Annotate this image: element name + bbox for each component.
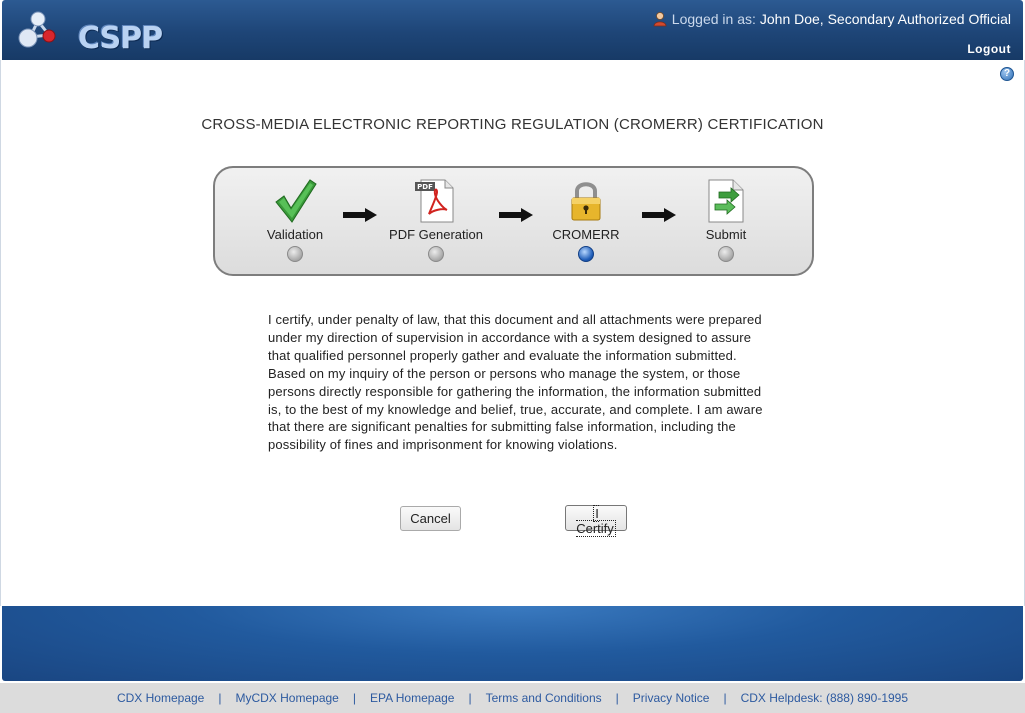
checkmark-icon [272,178,318,224]
step-label: CROMERR [552,227,620,242]
progress-stepper [213,166,814,276]
footer-link-epa-homepage[interactable]: EPA Homepage [369,691,455,705]
lock-icon [563,178,609,224]
molecule-logo-icon [16,7,76,53]
cancel-button[interactable]: Cancel [400,506,461,531]
footer-banner [2,606,1023,681]
footer-link-mycdx-homepage[interactable]: MyCDX Homepage [235,691,339,705]
footer-link-helpdesk[interactable]: CDX Helpdesk: (888) 890-1995 [740,691,909,705]
page-title: CROSS-MEDIA ELECTRONIC REPORTING REGULATION (CROMERR) CERTIFICATION [201,116,824,133]
footer-separator: | [468,691,472,705]
footer-separator: | [615,691,619,705]
arrow-right-icon [343,208,377,222]
submit-document-icon [703,178,749,224]
step-indicator-active [578,246,594,262]
user-icon [652,11,668,27]
step-validation [235,178,355,262]
step-label: Validation [266,227,324,242]
footer-link-cdx-homepage[interactable]: CDX Homepage [116,691,205,705]
step-cromerr [526,178,646,262]
frame-border-left [0,60,1,606]
i-certify-button[interactable] [565,505,627,536]
footer-link-privacy[interactable]: Privacy Notice [632,691,710,705]
footer-separator: | [723,691,727,705]
step-label: PDF Generation [389,227,483,242]
i-certify-label: I Certify [576,506,614,536]
step-indicator [428,246,444,262]
pdf-icon [413,178,459,224]
step-pdf-generation [376,178,496,262]
logo-text: CSPP [78,21,163,56]
cspp-logo [16,7,163,56]
step-indicator [287,246,303,262]
step-submit [666,178,786,262]
certification-statement: I certify, under penalty of law, that this document and all attachments were prepared under my direction of supervision in accordance with a system designed to assure that qualified personnel properly gather and evaluate the information submitted. Based on my inquiry of the person or persons who manage the system, or those persons directly responsible for gathering the information, the information submitted is, to the best of my knowledge and belief, true, accurate, and complete. I am aware that there are significant penalties for submitting false information, including the possibility of fines and imprisonment for knowing violations. [268,312,763,453]
logout-link[interactable]: Logout [967,42,1011,56]
login-status [652,11,1011,27]
footer-link-terms[interactable]: Terms and Conditions [485,691,602,705]
user-name: John Doe, Secondary Authorized Official [759,11,1011,27]
logged-in-label: Logged in as: [671,11,756,27]
header-bar [2,0,1023,60]
step-indicator [718,246,734,262]
footer-separator: | [218,691,222,705]
footer-separator: | [352,691,356,705]
svg-text:PDF: PDF [417,183,433,191]
help-icon[interactable]: ? [1000,67,1014,81]
footer-links [0,683,1025,713]
step-label: Submit [705,227,747,242]
